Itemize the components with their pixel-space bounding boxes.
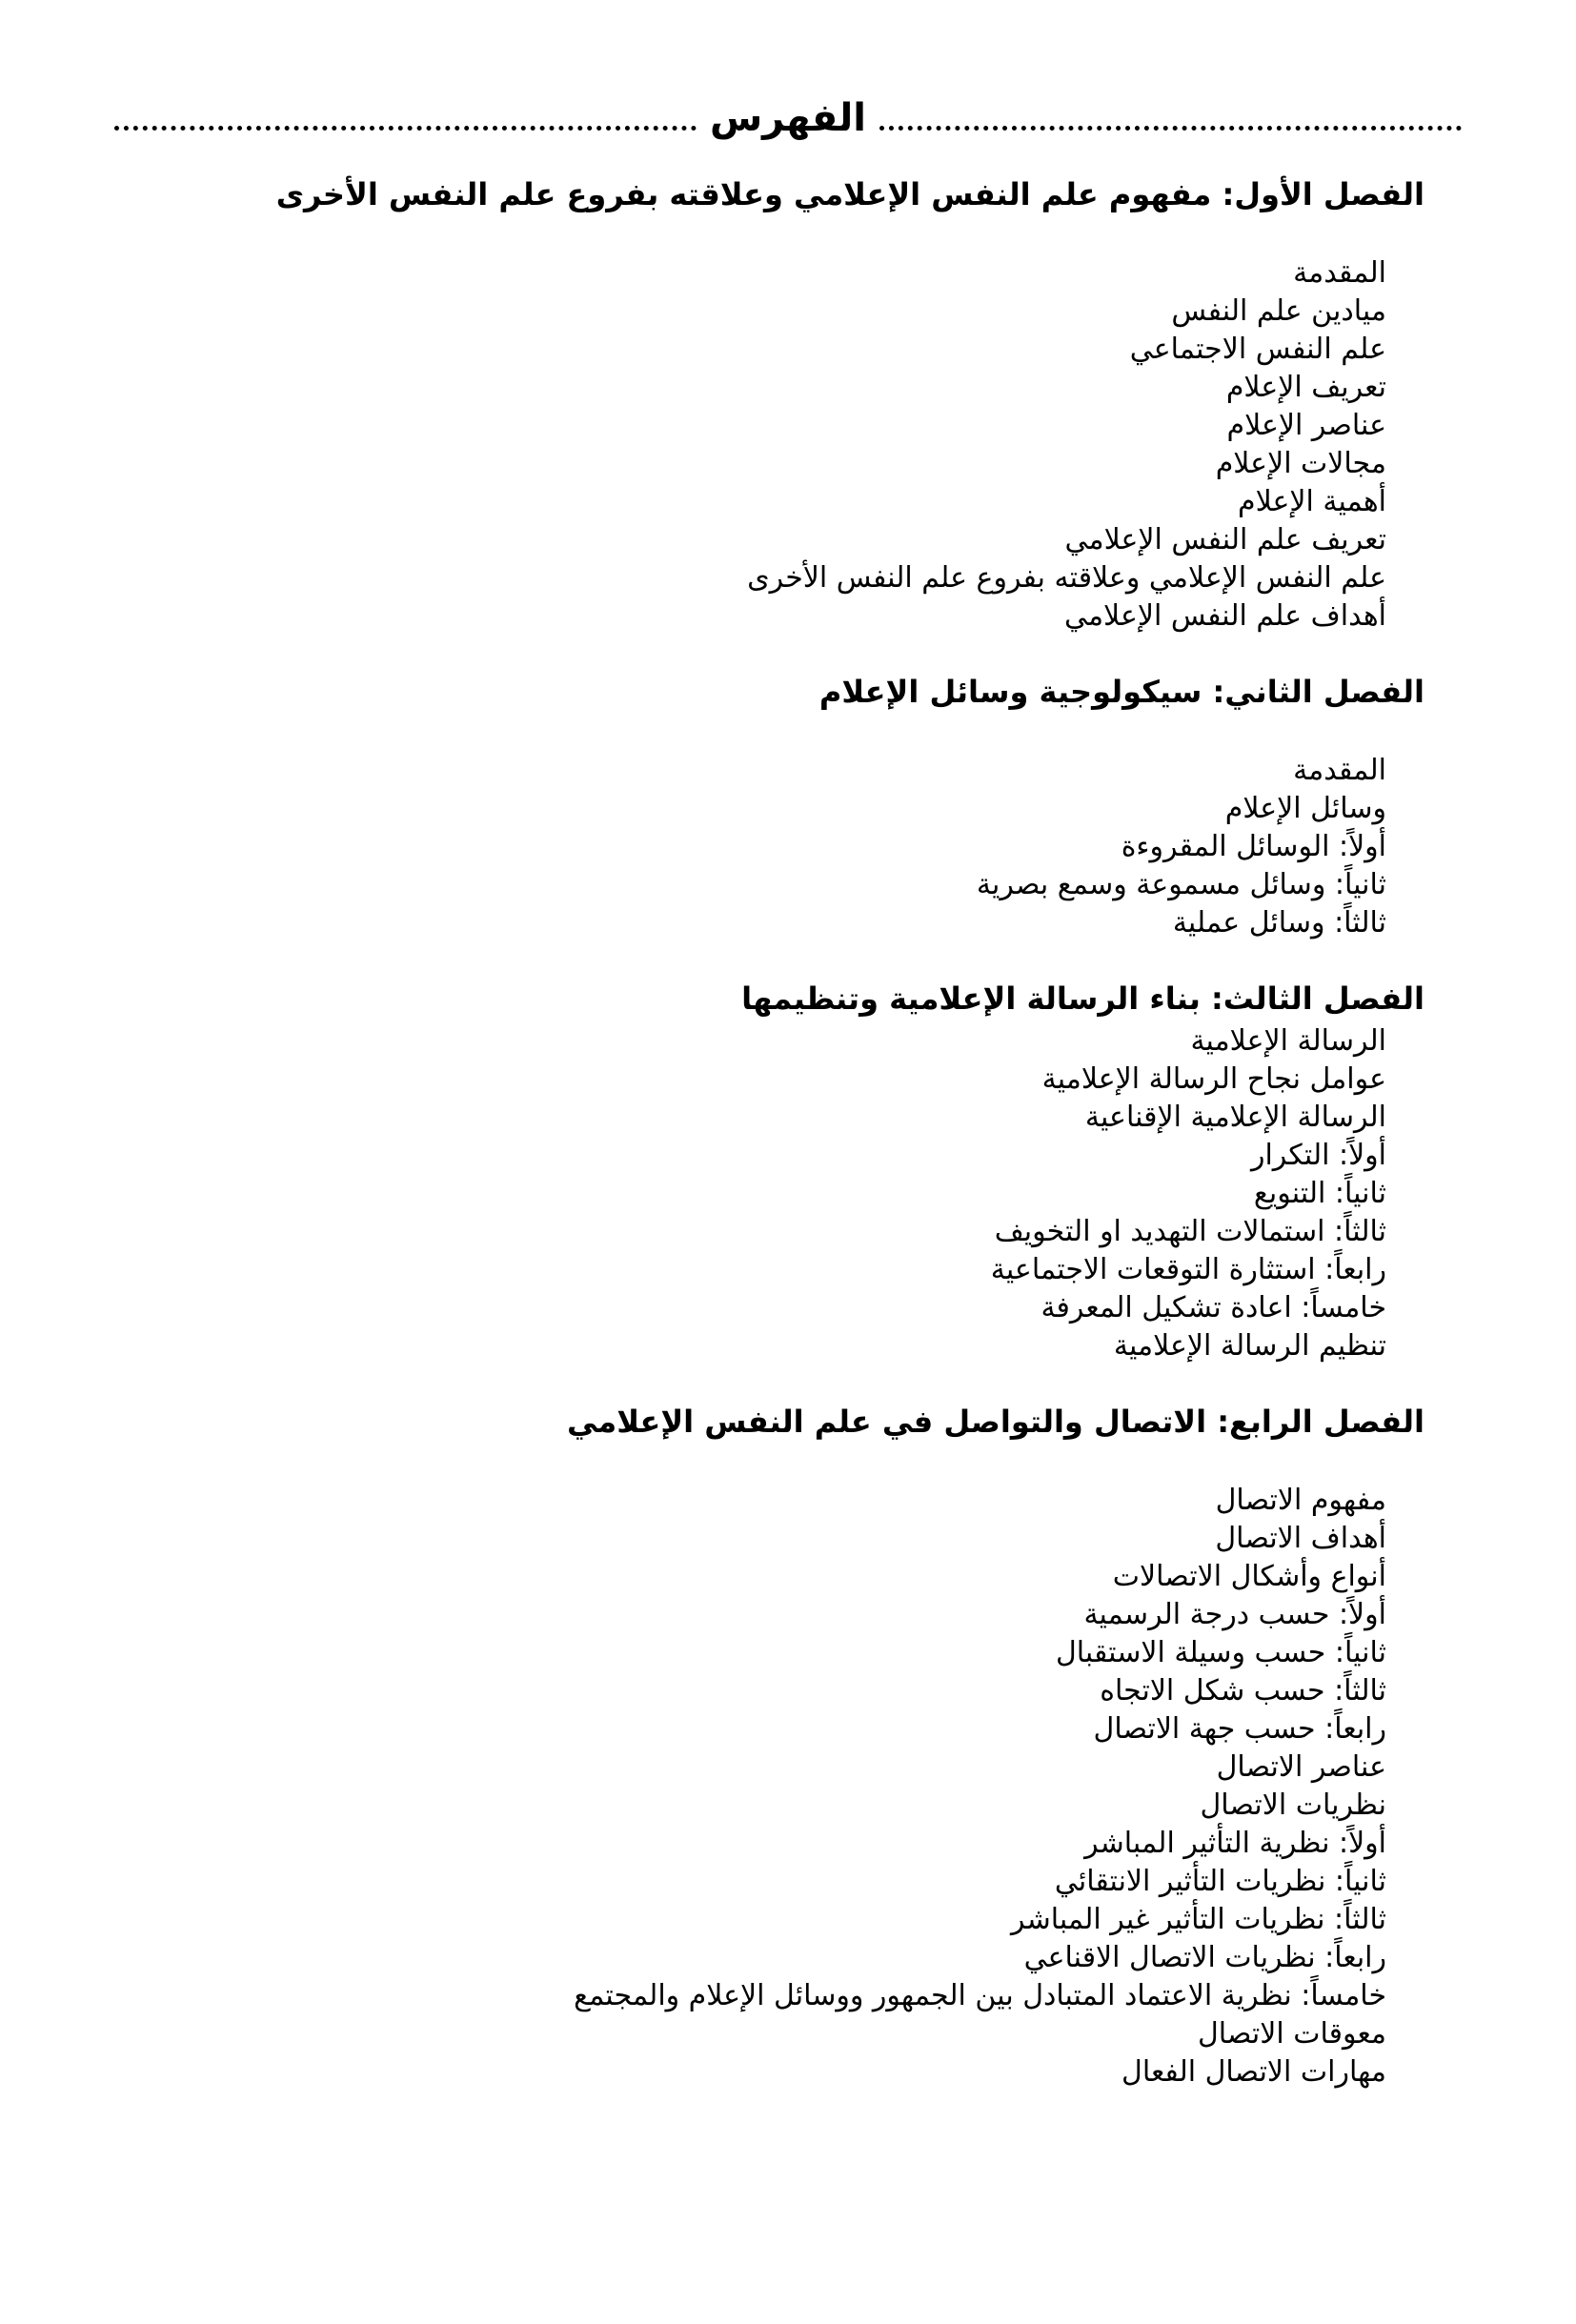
toc-item: أهداف علم النفس الإعلامي xyxy=(1063,599,1386,633)
toc-item: مجالات الإعلام xyxy=(1215,447,1386,480)
toc-item: عناصر الاتصال xyxy=(1216,1750,1386,1784)
toc-item: عناصر الإعلام xyxy=(1226,409,1386,442)
toc-item: المقدمة xyxy=(1293,754,1386,787)
toc-page xyxy=(0,95,1576,2324)
toc-item: علم النفس الاجتماعي xyxy=(1129,333,1386,366)
chapter-1-heading: الفصل الأول: مفهوم علم النفس الإعلامي وعلاقته بفروع علم النفس الأخرى xyxy=(275,176,1424,212)
toc-item: ثالثاً: حسب شكل الاتجاه xyxy=(1100,1674,1386,1708)
chapter-1-section xyxy=(0,172,1576,636)
chapter-3-items xyxy=(0,1022,1576,1365)
toc-item: ثالثاً: وسائل عملية xyxy=(1172,906,1386,940)
toc-item: وسائل الإعلام xyxy=(1224,792,1386,825)
toc-item: الرسالة الإعلامية xyxy=(1190,1024,1386,1058)
toc-item: أولاً: حسب درجة الرسمية xyxy=(1083,1598,1386,1631)
chapter-2-items xyxy=(0,752,1576,942)
toc-item: ثالثاً: نظريات التأثير غير المباشر xyxy=(1011,1903,1386,1936)
toc-header xyxy=(114,95,1462,141)
chapter-4-heading: الفصل الرابع: الاتصال والتواصل في علم النفس الإعلامي xyxy=(567,1404,1424,1440)
toc-item: رابعاً: حسب جهة الاتصال xyxy=(1093,1712,1386,1746)
toc-item: ثانياً: التنويع xyxy=(1253,1177,1386,1210)
chapter-3-heading: الفصل الثالث: بناء الرسالة الإعلامية وتنظيمها xyxy=(741,980,1424,1017)
toc-item: خامساً: اعادة تشكيل المعرفة xyxy=(1041,1291,1386,1324)
toc-item: رابعاً: استثارة التوقعات الاجتماعية xyxy=(990,1253,1386,1286)
toc-item: ميادين علم النفس xyxy=(1171,294,1386,328)
toc-item: أولاً: نظرية التأثير المباشر xyxy=(1084,1827,1386,1860)
toc-item: تنظيم الرسالة الإعلامية xyxy=(1113,1329,1386,1363)
toc-item: ثانياً: وسائل مسموعة وسمع بصرية xyxy=(976,868,1386,901)
toc-item: نظريات الاتصال xyxy=(1200,1788,1386,1822)
toc-item: أهمية الإعلام xyxy=(1238,485,1386,518)
toc-item: ثانياً: حسب وسيلة الاستقبال xyxy=(1055,1636,1386,1669)
toc-item: ثانياً: نظريات التأثير الانتقائي xyxy=(1054,1865,1386,1898)
toc-item: أولاً: التكرار xyxy=(1250,1139,1386,1172)
toc-item: خامساً: نظرية الاعتماد المتبادل بين الجمهور ووسائل الإعلام والمجتمع xyxy=(574,1979,1386,2012)
toc-item: علم النفس الإعلامي وعلاقته بفروع علم النفس الأخرى xyxy=(747,561,1386,595)
toc-item: المقدمة xyxy=(1293,256,1386,290)
chapter-1-items xyxy=(0,254,1576,636)
toc-item: رابعاً: نظريات الاتصال الاقناعي xyxy=(1023,1941,1386,1974)
chapter-4-items xyxy=(0,1482,1576,2092)
toc-item: مهارات الاتصال الفعال xyxy=(1121,2055,1386,2089)
dotted-leader-right xyxy=(879,126,1462,131)
toc-item: ثالثاً: استمالات التهديد او التخويف xyxy=(994,1215,1386,1248)
toc-item: عوامل نجاح الرسالة الإعلامية xyxy=(1041,1062,1386,1096)
chapter-2-section xyxy=(0,670,1576,942)
page-title: الفهرس xyxy=(709,96,866,140)
chapter-3-section xyxy=(0,977,1576,1365)
toc-item: الرسالة الإعلامية الإقناعية xyxy=(1084,1101,1386,1134)
toc-item: تعريف علم النفس الإعلامي xyxy=(1064,523,1386,556)
toc-item: أهداف الاتصال xyxy=(1215,1522,1386,1555)
toc-item: تعريف الإعلام xyxy=(1225,371,1386,404)
toc-item: أولاً: الوسائل المقروءة xyxy=(1121,830,1386,863)
chapter-4-section xyxy=(0,1400,1576,2092)
toc-item: أنواع وأشكال الاتصالات xyxy=(1112,1560,1386,1593)
dotted-leader-left xyxy=(114,126,697,131)
toc-item: معوقات الاتصال xyxy=(1197,2017,1386,2051)
chapter-2-heading: الفصل الثاني: سيكولوجية وسائل الإعلام xyxy=(818,674,1424,710)
toc-item: مفهوم الاتصال xyxy=(1215,1484,1386,1517)
